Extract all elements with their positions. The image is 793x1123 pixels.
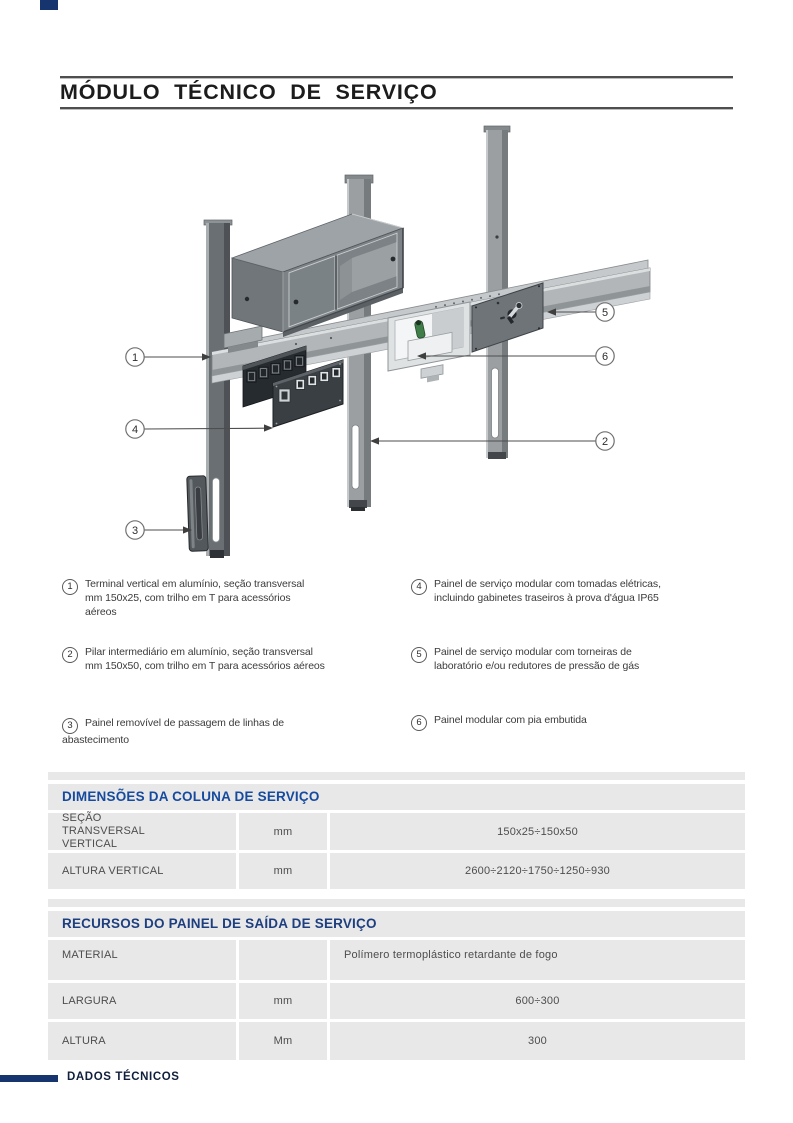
callout-3: [126, 521, 192, 539]
legend-num-5: 5: [411, 647, 427, 663]
row-label: ALTURA: [48, 1022, 236, 1060]
legend-text-4: Painel de serviço modular com tomadas elétricas, incluindo gabinetes traseiros à prova d'água IP65: [434, 578, 661, 604]
row-label: MATERIAL: [48, 940, 236, 980]
table-service-outlet-panel: [48, 899, 745, 1063]
legend-num-4: 4: [411, 579, 427, 595]
technical-illustration: [0, 118, 793, 570]
legend-text-5: Painel de serviço modular com torneiras de laboratório e/ou redutores de pressão de gás: [434, 646, 640, 672]
title-rule-bottom: [60, 107, 733, 110]
svg-text:1: 1: [131, 351, 139, 364]
row-unit: mm: [239, 983, 327, 1019]
callout-1: [126, 348, 211, 366]
row-value: 600÷300: [330, 983, 745, 1019]
cabinet-door-knob: [391, 257, 396, 262]
row-value: 300: [330, 1022, 745, 1060]
svg-text:2: 2: [601, 435, 609, 448]
legend-item-5: [411, 646, 639, 674]
row-value: 2600÷2120÷1750÷1250÷930: [330, 853, 745, 889]
row-value: 150x25÷150x50: [330, 813, 745, 850]
table-title: RECURSOS DO PAINEL DE SAÍDA DE SERVIÇO: [48, 911, 745, 937]
row-unit: [239, 940, 327, 980]
legend-text-2: Pilar intermediário em alumínio, seção transversal mm 150x50, com trilho em T para acessórios aéreos: [85, 646, 325, 672]
row-label: ALTURA VERTICAL: [48, 853, 236, 889]
page-title: MÓDULO TÉCNICO DE SERVIÇO: [60, 80, 438, 104]
legend-num-1: 1: [62, 579, 78, 595]
legend-item-6: [411, 714, 587, 731]
legend-item-4: [411, 578, 661, 606]
row-label: LARGURA: [48, 983, 236, 1019]
table-row: [48, 1022, 745, 1060]
footer-section-label: DADOS TÉCNICOS: [67, 1071, 180, 1083]
row-label: SEÇÃO TRANSVERSAL VERTICAL: [48, 813, 236, 850]
callout-4: [126, 420, 273, 438]
table-row: [48, 853, 745, 889]
table-row: [48, 983, 745, 1019]
svg-text:6: 6: [601, 350, 609, 363]
left-column: [204, 220, 232, 558]
table-top-strip: [48, 772, 745, 780]
table-service-column-dimensions: [48, 772, 745, 892]
svg-text:3: 3: [131, 524, 139, 537]
cabinet-door-knob: [294, 300, 299, 305]
row-unit: Mm: [239, 1022, 327, 1060]
title-rule-top: [60, 76, 733, 79]
table-row: [48, 813, 745, 850]
legend-num-3: 3: [62, 718, 78, 734]
legend-num-6: 6: [411, 715, 427, 731]
svg-text:4: 4: [131, 423, 139, 436]
table-top-strip: [48, 899, 745, 907]
page-top-index-mark: [40, 0, 58, 10]
svg-text:5: 5: [601, 306, 609, 319]
table-title: DIMENSÕES DA COLUNA DE SERVIÇO: [48, 784, 745, 810]
legend-item-2: [62, 646, 325, 674]
row-unit: mm: [239, 853, 327, 889]
supply-lines-panel: [187, 476, 209, 552]
footer-accent-bar: [0, 1075, 58, 1082]
table-row: [48, 940, 745, 980]
legend-item-1: [62, 578, 304, 619]
legend-item-3: 3 Painel removível de passagem de linhas de abastecimento: [62, 717, 285, 746]
legend-num-2: 2: [62, 647, 78, 663]
legend-text-6: Painel modular com pia embutida: [434, 714, 587, 726]
row-value: Polímero termoplástico retardante de fogo: [330, 940, 745, 980]
row-unit: mm: [239, 813, 327, 850]
legend-text-1: Terminal vertical em alumínio, seção transversal mm 150x25, com trilho em T para acessórios aéreos: [85, 578, 305, 618]
